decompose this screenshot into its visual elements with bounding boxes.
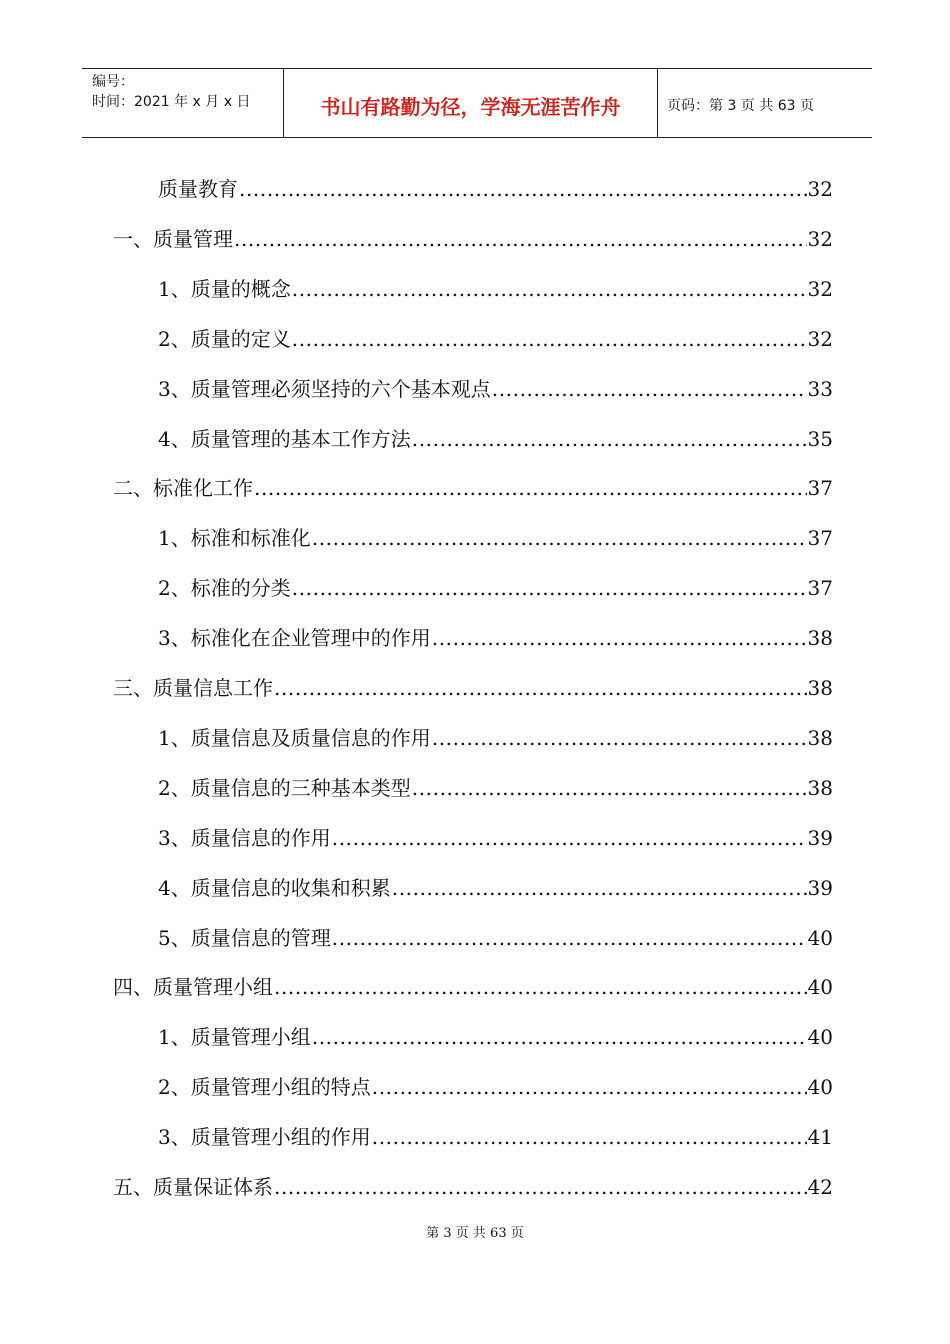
toc-entry-page-number: 35: [807, 426, 833, 451]
page-header: [82, 68, 872, 138]
page-footer: 第 3 页 共 63 页: [426, 1226, 524, 1241]
toc-entry-title: 二、标准化工作: [113, 476, 253, 501]
toc-entry[interactable]: [158, 526, 833, 550]
toc-entry-title: 1、质量的概念: [158, 276, 291, 301]
toc-entry-page-number: 38: [807, 725, 833, 750]
toc-entry[interactable]: [158, 626, 833, 650]
toc-entry-title: 三、质量信息工作: [113, 676, 273, 700]
toc-dot-leader: [332, 826, 807, 850]
toc-dot-leader: [432, 726, 807, 750]
toc-entry-page-number: 38: [807, 626, 833, 651]
toc-entry-title: 1、质量信息及质量信息的作用: [158, 725, 431, 750]
toc-dot-leader: [274, 975, 807, 999]
toc-entry-page-number: 37: [807, 576, 833, 601]
toc-entry-title: 质量教育: [158, 177, 238, 201]
toc-dot-leader: [239, 177, 807, 201]
toc-entry-page-number: 32: [807, 276, 833, 301]
toc-entry-page-number: 40: [807, 975, 833, 1000]
toc-entry-page-number: 37: [807, 526, 833, 551]
toc-entry-title: 2、质量管理小组的特点: [158, 1075, 371, 1100]
toc-entry-title: 3、质量信息的作用: [158, 825, 331, 850]
toc-entry-page-number: 32: [807, 326, 833, 351]
toc-dot-leader: [274, 676, 807, 700]
toc-dot-leader: [312, 526, 807, 550]
toc-entry-title: 1、标准和标准化: [158, 526, 311, 551]
toc-dot-leader: [372, 1125, 807, 1149]
toc-entry-page-number: 39: [807, 825, 833, 850]
toc-entry-title: 4、质量管理的基本工作方法: [158, 426, 411, 451]
toc-entry-page-number: 38: [807, 676, 833, 700]
toc-entry[interactable]: [113, 476, 833, 500]
toc-dot-leader: [234, 227, 807, 251]
toc-entry[interactable]: [158, 926, 833, 950]
document-number-label: 编号：: [92, 74, 134, 90]
toc-entry-page-number: 32: [807, 226, 833, 251]
toc-entry[interactable]: [158, 726, 833, 750]
toc-entry-page-number: 42: [807, 1175, 833, 1199]
toc-entry-page-number: 40: [807, 1025, 833, 1050]
toc-entry-title: 2、质量的定义: [158, 326, 291, 351]
toc-entry-page-number: 41: [807, 1125, 833, 1150]
toc-entry-title: 4、质量信息的收集和积累: [158, 875, 391, 900]
toc-entry[interactable]: [158, 826, 833, 850]
toc-dot-leader: [492, 377, 807, 401]
toc-entry-page-number: 39: [807, 875, 833, 900]
toc-entry[interactable]: [113, 227, 833, 251]
toc-entry[interactable]: [158, 1075, 833, 1099]
toc-entry[interactable]: [158, 1125, 833, 1149]
toc-entry-title: 五、质量保证体系: [113, 1175, 273, 1199]
toc-entry-page-number: 38: [807, 775, 833, 800]
toc-entry[interactable]: [158, 327, 833, 351]
toc-dot-leader: [254, 476, 807, 500]
toc-entry[interactable]: [158, 576, 833, 600]
header-motto: 书山有路勤为径，学海无涯苦作舟: [284, 69, 658, 137]
toc-entry[interactable]: [158, 377, 833, 401]
toc-entry[interactable]: [158, 277, 833, 301]
header-page-label: 页码：第 3 页 共 63 页: [667, 98, 814, 114]
toc-entry-title: 2、标准的分类: [158, 576, 291, 601]
document-time-label: 时间：2021 年 x 月 x 日: [92, 94, 251, 110]
toc-entry-page-number: 40: [807, 1075, 833, 1100]
toc-entry[interactable]: [158, 1025, 833, 1049]
toc-entry-title: 3、质量管理小组的作用: [158, 1125, 371, 1150]
toc-entry[interactable]: [158, 427, 833, 451]
toc-entry-title: 四、质量管理小组: [113, 975, 273, 1000]
toc-dot-leader: [292, 277, 807, 301]
toc-entry-title: 3、标准化在企业管理中的作用: [158, 626, 431, 651]
toc-dot-leader: [274, 1175, 807, 1199]
toc-dot-leader: [312, 1025, 807, 1049]
toc-dot-leader: [432, 626, 807, 650]
toc-entry-title: 5、质量信息的管理: [158, 925, 331, 950]
toc-entry-page-number: 37: [807, 476, 833, 501]
toc-entry[interactable]: [113, 1175, 833, 1199]
toc-entry-title: 2、质量信息的三种基本类型: [158, 775, 411, 800]
toc-entry-page-number: 40: [807, 925, 833, 950]
toc-entry[interactable]: [158, 177, 833, 201]
toc-entry-title: 1、质量管理小组: [158, 1025, 311, 1050]
toc-dot-leader: [332, 926, 807, 950]
toc-entry[interactable]: [158, 776, 833, 800]
toc-entry[interactable]: [158, 876, 833, 900]
toc-entry-title: 一、质量管理: [113, 226, 233, 251]
toc-dot-leader: [292, 576, 807, 600]
header-meta: [82, 69, 284, 137]
toc-entry[interactable]: [113, 975, 833, 999]
toc-entry-page-number: 33: [807, 376, 833, 401]
toc-dot-leader: [412, 427, 807, 451]
toc-dot-leader: [412, 776, 807, 800]
toc-dot-leader: [292, 327, 807, 351]
toc-dot-leader: [372, 1075, 807, 1099]
toc-entry-title: 3、质量管理必须坚持的六个基本观点: [158, 376, 491, 401]
toc-entry[interactable]: [113, 676, 833, 700]
toc-entry-page-number: 32: [807, 177, 833, 201]
toc-dot-leader: [392, 876, 807, 900]
